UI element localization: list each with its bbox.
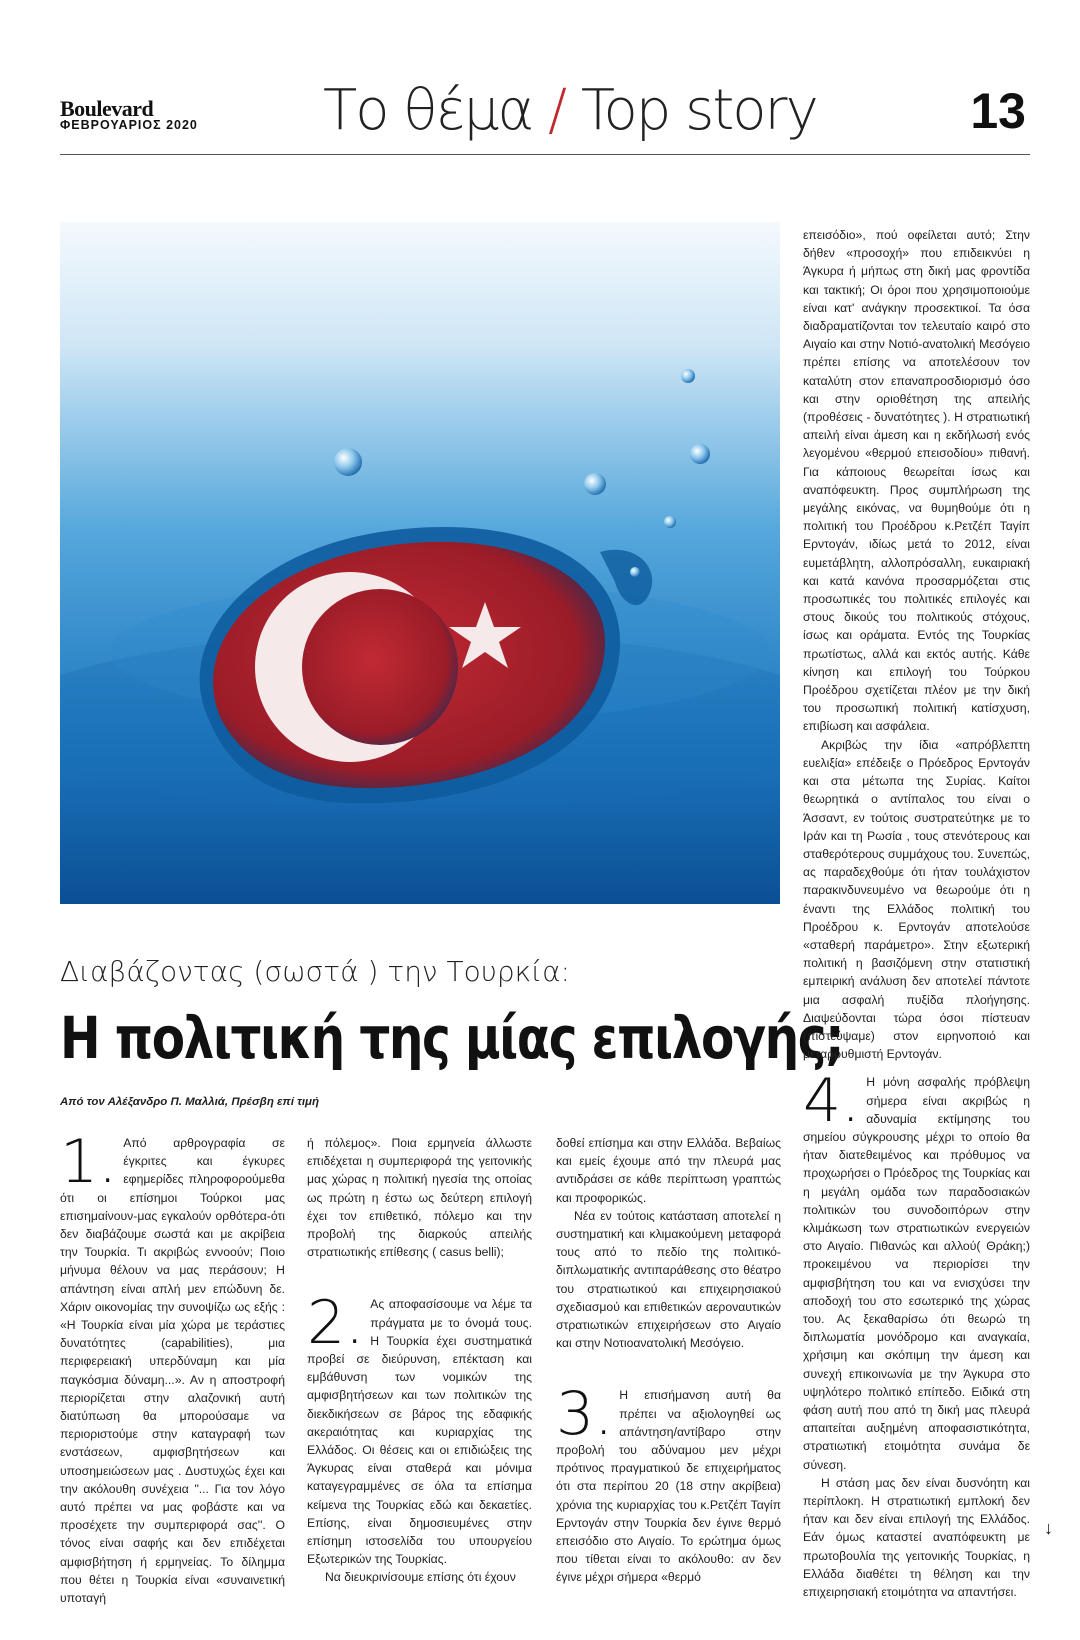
header-divider	[60, 154, 1030, 155]
section-number: 2.	[307, 1288, 365, 1359]
text-column-4	[803, 226, 1030, 1601]
section-separator: /	[548, 78, 566, 143]
crescent-inner	[302, 589, 458, 745]
paragraph: Νέα εν τούτοις κατάσταση αποτελεί η συστηματική και κλιμακούμενη μεταφορά τους από το πεδίο της πολιτικό-διπλωματικής αντιπαράθεσης στο θέατρο του στρατιωτικού και επιχειρησιακού σχεδιασμού και επιθετικών αεροναυτικών στρατιωτικών επιχειρήσεων στο Αιγαίο και στην Νοτιοανατολική Μεσόγειο.	[556, 1208, 781, 1351]
paragraph: Ακριβώς την ίδια «απρόβλεπτη ευελιξία» επέδειξε ο Πρόεδρος Ερντογάν και στα μέτωπα της Συρίας. Καίτοι θεωρητικά ο αντίπαλος του είναι ο Άσσαντ, εν τούτοις συστρατεύτηκε με το Ιράν και τη Ρωσία , τους στενότερους και σταθερότερους συμμάχους του. Συνεπώς, ας παραδεχθούμε ότι ήταν τουλάχιστον παρακινδυνευμένο να θεωρούμε ότι η έναντι της Ελλάδος πολιτική του Προέδρου κ. Ερντογάν αποτελούσε «σταθερή παράμετρο». Στην εξωτερική πολιτική η βασιζόμενη στην στατιστική εμπειρική ανάλυση δεν αποτελεί πάντοτε μια ασφαλή πυξίδα πλοήγησης. Διαψεύδονται τώρα όσοι πίστευαν (πιστεύψαμε) στον ειρηνοποιό και μεταρρυθμιστή Ερντογάν.	[803, 737, 1030, 1062]
flag-in-water-illustration	[60, 222, 780, 904]
article-headline: Η πολιτική της μίας επιλογής;	[60, 1004, 844, 1072]
section-title-english: Top story	[580, 78, 817, 143]
paragraph: Η στάση μας δεν είναι δυσνόητη και περίπλοκη. Η στρατιωτική εμπλοκή δεν ήταν και δεν είναι επιλογή της Ελλάδος. Εάν όμως καταστεί αναπόφευκτη με πρωτοβουλία της γειτονικής Τουρκίας, η Ελλάδα διαθέτει τη θέληση και την επιχειρησιακή ετοιμότητα να απαντήσει.	[803, 1475, 1030, 1600]
page-header	[60, 78, 1030, 158]
paragraph: Η μόνη ασφαλής πρόβλεψη σήμερα είναι ακριβώς η αδυναμία εκτίμησης του σημείου σύγκρουσης μέχρι το οποίο θα ήταν διατεθειμένος και πρόθυμος να προχωρήσει ο Πρόεδρος της Τουρκίας και η μεγάλη ομάδα των παραδοσιακών πολιτικών του συνοδοιπόρων στην κλιμάκωση των στρατιωτικών ενεργειών στο Αιγαίο. Πιθανώς και αλλού( Θράκη;) προκειμένου να περιορίσει την αμφισβήτηση του και να ενισχύσει την αποδοχή του στο εσωτερικό της χώρας του. Ας ξεκαθαρίσω ότι θεωρώ τη διπλωματία μονόδρομο και αναγκαία, χρήσιμη και σκόπιμη την άμεση και συνεχή επικοινωνία με την Άγκυρα στο υψηλότερο πολιτικό επίπεδο. Ειδικά στη φάση αυτή που από τη δική μας πλευρά απαιτείται αυξημένη αποφασιστικότητα, στρατιωτική ετοιμότητα συνάμα δε σύνεση.	[803, 1075, 1030, 1472]
magazine-logo[interactable]: Boulevard	[60, 96, 154, 121]
water-droplet	[584, 473, 606, 495]
issue-date: ΦΕΒΡΟΥΑΡΙΟΣ 2020	[60, 118, 198, 132]
water-droplet	[664, 516, 676, 528]
section-number: 4.	[803, 1066, 861, 1137]
paragraph: Να διευκρινίσουμε επίσης ότι έχουν	[325, 1570, 516, 1585]
paragraph: Ας αποφασίσουμε να λέμε τα πράγματα με το όνομά τους. Η Τουρκία έχει συστηματικά προβεί σε διεύρυνση, επέκταση και εμβάθυνση των νομικών της αμφισβητήσεων και των πολιτικών της διεκδικήσεων σε βάρος της εδαφικής ακεραιότητας και κυριαρχίας της Ελλάδος. Οι θέσεις και οι επιδιώξεις της Άγκυρας είναι σταθερά και μόνιμα καταγεγραμμένες σε όλα τα επίσημα κείμενα της Τουρκίας εδώ και δεκαετίες. Επίσης, είναι δημοσιευμένες στην επίσημη ιστοσελίδα του υπουργείου Εξωτερικών της Τουρκίας.	[307, 1297, 532, 1567]
water-droplet	[630, 567, 640, 577]
section-number: 1.	[60, 1127, 118, 1197]
article-byline: Από τον Αλέξανδρο Π. Μαλλιά, Πρέσβη επί τιμή	[60, 1096, 319, 1108]
article-photo	[60, 222, 780, 904]
paragraph: ή πόλεμος». Ποια ερμηνεία άλλωστε επιδέχεται η συμπεριφορά της γειτονικής μας χώρας η πολιτική ηγεσία της οποίας ως πρώτη η έστω ως δεύτερη επιλογή έχει τον επιθετικό, πόλεμο και την προβολή της διαρκούς απειλής στρατιωτικής επίθεσης ( casus belli);	[307, 1136, 532, 1260]
continue-arrow-icon: ↓	[1044, 1518, 1053, 1538]
water-droplet	[690, 444, 710, 464]
paragraph: επεισόδιο», πού οφείλεται αυτό; Στην δήθεν «προσοχή» που επιδεικνύει η Άγκυρα ή μήπως στη δική μας φροντίδα και τακτική; Οι όροι που χρησιμοποιούμε είναι κατ' ανάγκην προσεκτικοί. Τα όσα διαδραματίζονται τον τελευταίο καιρό στο Αιγαίο και στην Νοτιό-ανατολική Μεσόγειο πρέπει επίσης να αποτελέσουν τον καταλύτη στον επαναπροσδιορισμό όσο και στην οριοθέτηση της απειλής (προθέσεις - δυνατότητες ). Η στρατιωτική απειλή είναι άμεση και η εκδήλωσή ενός λεγομένου «θερμού επεισοδίου» πιθανή. Για κάποιους θεωρείται ίσως και αναπόφευκτη. Προς συμπλήρωση της μεγάλης εικόνας, να θυμηθούμε ότι η πολιτική του Προέδρου κ.Ρετζέπ Ταγίπ Ερντογάν, ιδίως μετά το 2012, είναι ευμετάβλητη, αλλοπρόσαλλη, ευκαιριακή και κατά κανόνα προσαρμόζεται στις προσωπικές του πολιτικές επιλογές και στους δικούς του πολιτικούς στόχους, ίσως και οράματα. Εντός της Τουρκίας πρωτίστως, αλλά και εκτός αυτής. Κάθε κίνηση και επιλογή του Τούρκου Προέδρου σχετίζεται πλέον με την δική του προσωπική πολιτική κατίσχυση, επιβίωση και ασφάλεια.	[803, 228, 1030, 734]
text-column-1	[60, 1127, 285, 1607]
article-kicker: Διαβάζοντας (σωστά ) την Τουρκία:	[60, 955, 571, 988]
water-droplet	[334, 448, 362, 476]
text-column-2	[307, 1134, 532, 1587]
water-droplet	[681, 369, 695, 383]
paragraph: δοθεί επίσημα και στην Ελλάδα. Βεβαίως και εμείς έχουμε από την πλευρά μας αντιδράσει σε κάθε περίπτωση γραπτώς και προφορικώς.	[556, 1136, 781, 1205]
section-number: 3.	[556, 1379, 614, 1450]
section-title	[323, 78, 817, 143]
page-number: 13	[970, 83, 1026, 139]
section-title-greek: Το θέμα	[323, 78, 533, 143]
text-column-3	[556, 1134, 781, 1587]
paragraph: Η επισήμανση αυτή θα πρέπει να αξιολογηθεί ως απάντηση/αντίβαρο στην προβολή του αδύναμου μεν μέχρι πρότινος πραγματικού δε επιχειρήματος ότι στα περίπου 20 (18 στην ακρίβεια) χρόνια της κυριαρχίας του κ.Ρετζέπ Ταγίπ Ερντογάν στην Τουρκία δεν έγινε θερμό επεισόδιο στο Αιγαίο. Το ερώτημα όμως που τίθεται είναι το ακόλουθο: αν δεν έγινε μέχρι σήμερα «θερμό	[556, 1388, 781, 1585]
paragraph: Από αρθρογραφία σε έγκριτες και έγκυρες εφημερίδες πληροφορούμεθα ότι οι επίσημοι Τούρκοι μας επισημαίνουν-μας εγκαλούν ορθότερα-ότι δεν διαβάζουμε σωστά και με ακρίβεια την Τουρκία. Τι ακριβώς εννοούν; Ποιο μήνυμα θέλουν να μας περάσουν; Η απάντηση είναι απλή μεν επώδυνη δε. Χάριν οικονομίας την συνοψίζω ως εξής : «Η Τουρκία είναι μία χώρα με τεράστιες δυνατότητες (capabilities), μια περιφερειακή υπερδύναμη και μία παγκόσμια δύναμη...». Αν η αποστροφή περιορίζεται στην αλαζονική αυτή διατύπωση θα μπορούσαμε να περιοριστούμε στην καταγραφή των ενστάσεων, αμφισβητήσεων και υποσημειώσεων μας . Δυστυχώς έχει και την ακόλουθη συνέχεια "... Για τον λόγο αυτό πρέπει να μας φοβάστε και να προσέχετε την συμπεριφορά σας''. Ο τόνος είναι σαφής και δεν επιδέχεται αμφισβήτηση ή ερμηνείας. Το δίλημμα που θέτει η Τουρκία είναι «συναινετική υποταγή	[60, 1136, 285, 1606]
